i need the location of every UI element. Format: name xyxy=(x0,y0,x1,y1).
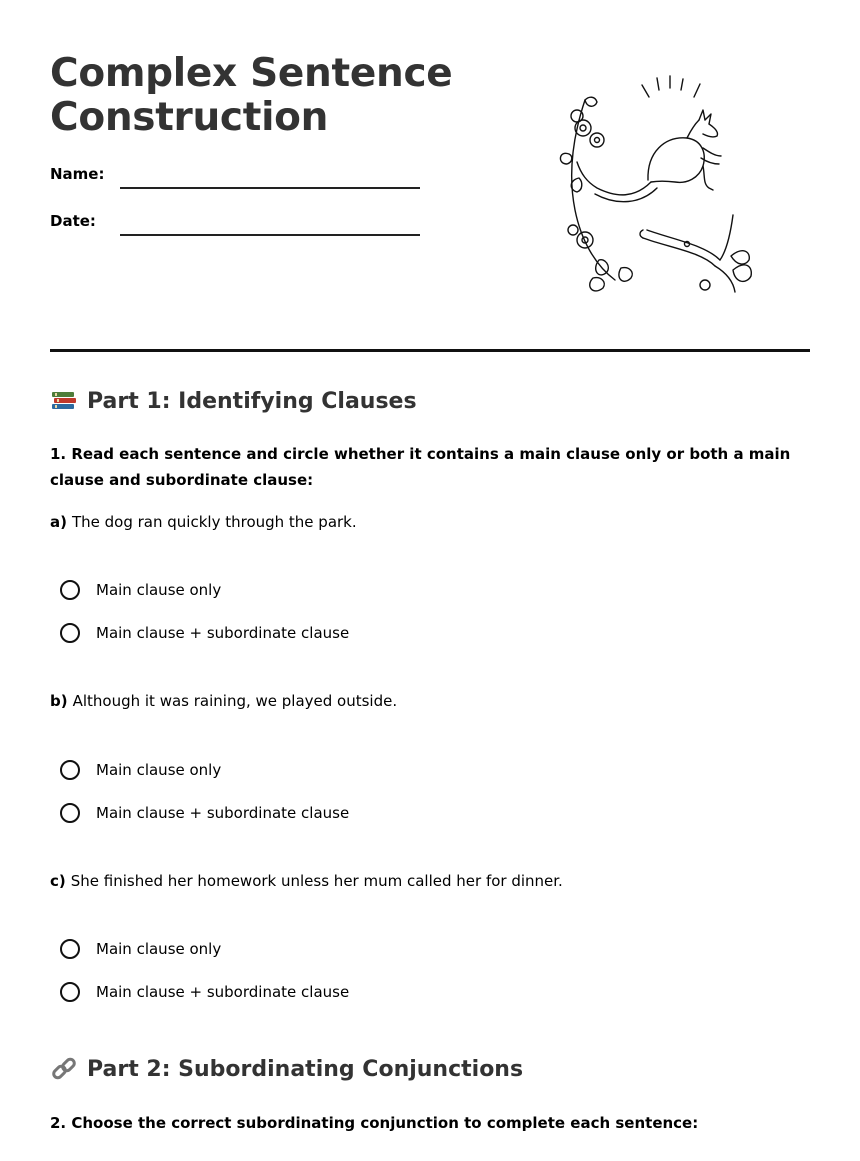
worksheet-page xyxy=(50,0,810,1161)
radio-circle[interactable] xyxy=(60,623,80,643)
date-label: Date: xyxy=(50,212,96,230)
sentence-letter: b) xyxy=(50,692,68,710)
option-main-subordinate-c[interactable] xyxy=(60,979,349,1005)
part1-heading-text: Part 1: Identifying Clauses xyxy=(87,388,417,414)
option-main-only-b[interactable] xyxy=(60,757,221,783)
option-main-subordinate-b[interactable] xyxy=(60,800,349,826)
sentence-text: She finished her homework unless her mum called her for dinner. xyxy=(70,872,563,890)
option-label: Main clause + subordinate clause xyxy=(96,983,350,1001)
page-title: Complex Sentence Construction xyxy=(50,51,453,140)
books-icon xyxy=(50,388,78,414)
option-main-only-c[interactable] xyxy=(60,936,221,962)
link-icon xyxy=(50,1056,78,1082)
sentence-text: The dog ran quickly through the park. xyxy=(71,513,357,531)
sentence-a xyxy=(50,513,357,531)
option-label: Main clause only xyxy=(96,581,222,599)
date-field[interactable] xyxy=(120,234,420,236)
part2-heading xyxy=(50,1056,523,1082)
part2-heading-text: Part 2: Subordinating Conjunctions xyxy=(87,1056,524,1082)
name-label: Name: xyxy=(50,165,105,183)
section-divider xyxy=(50,349,810,352)
option-main-only-a[interactable] xyxy=(60,577,221,603)
radio-circle[interactable] xyxy=(60,580,80,600)
radio-circle[interactable] xyxy=(60,939,80,959)
radio-circle[interactable] xyxy=(60,803,80,823)
sentence-b xyxy=(50,692,397,710)
part2-instruction: 2. Choose the correct subordinating conjunction to complete each sentence: xyxy=(50,1114,699,1132)
radio-circle[interactable] xyxy=(60,982,80,1002)
radio-circle[interactable] xyxy=(60,760,80,780)
sentence-text: Although it was raining, we played outside. xyxy=(72,692,398,710)
sentence-c xyxy=(50,872,563,890)
option-label: Main clause + subordinate clause xyxy=(96,804,350,822)
part1-instruction: 1. Read each sentence and circle whether it contains a main clause only or both a main clause and subordinate clause: xyxy=(50,445,791,489)
option-label: Main clause only xyxy=(96,761,222,779)
name-field[interactable] xyxy=(120,187,420,189)
part1-heading xyxy=(50,388,417,414)
option-label: Main clause only xyxy=(96,940,222,958)
sentence-letter: a) xyxy=(50,513,67,531)
option-label: Main clause + subordinate clause xyxy=(96,624,350,642)
kangaroo-illustration-icon xyxy=(555,70,760,300)
option-main-subordinate-a[interactable] xyxy=(60,620,349,646)
sentence-letter: c) xyxy=(50,872,66,890)
